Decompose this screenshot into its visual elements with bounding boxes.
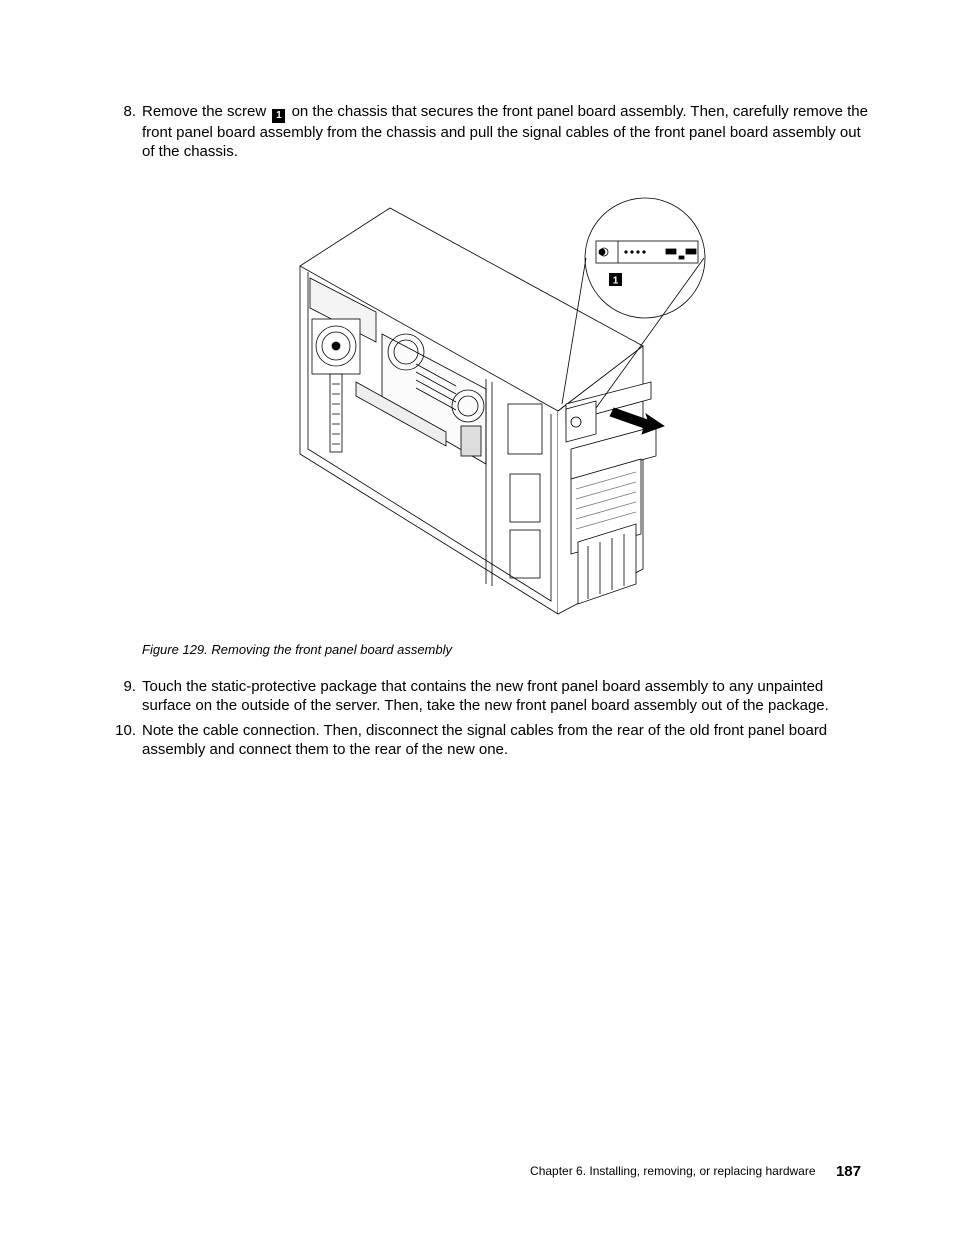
page-number: 187: [835, 1163, 861, 1180]
chassis-illustration: [296, 194, 708, 622]
step-number: 9.: [123, 678, 136, 695]
step-text: Remove the screw: [142, 103, 267, 120]
callout-label: 1: [612, 275, 619, 287]
step-number: 8.: [123, 103, 136, 120]
figure-caption: Figure 129. Removing the front panel board assembly: [142, 642, 453, 657]
step-10: [100, 721, 870, 759]
expansion-slots: [330, 374, 342, 452]
step-9: [100, 677, 870, 715]
page-footer: [300, 1163, 861, 1181]
step-number: 10.: [115, 722, 136, 739]
drive-bays: [486, 379, 542, 586]
step-text: Touch the static-protective package that contains the new front panel board assembly to any unpainted surface on the outside of the server. Then, take the new front panel board assembly out of the package.: [142, 678, 829, 714]
chapter-title: Chapter 6. Installing, removing, or replacing hardware: [530, 1164, 816, 1178]
step-8: [100, 102, 870, 161]
screw-callout: [609, 273, 622, 287]
callout-badge: 1: [272, 109, 285, 123]
rear-fan: [312, 319, 360, 374]
step-text: Note the cable connection. Then, disconnect the signal cables from the rear of the old front panel board assembly and connect them to the rear of the new one.: [142, 722, 828, 758]
step-text: on the chassis that secures the front panel board assembly. Then, carefully remove the front panel board assembly from the chassis and pull the signal cables of the front panel board assembly out of the chassis.: [142, 103, 868, 160]
